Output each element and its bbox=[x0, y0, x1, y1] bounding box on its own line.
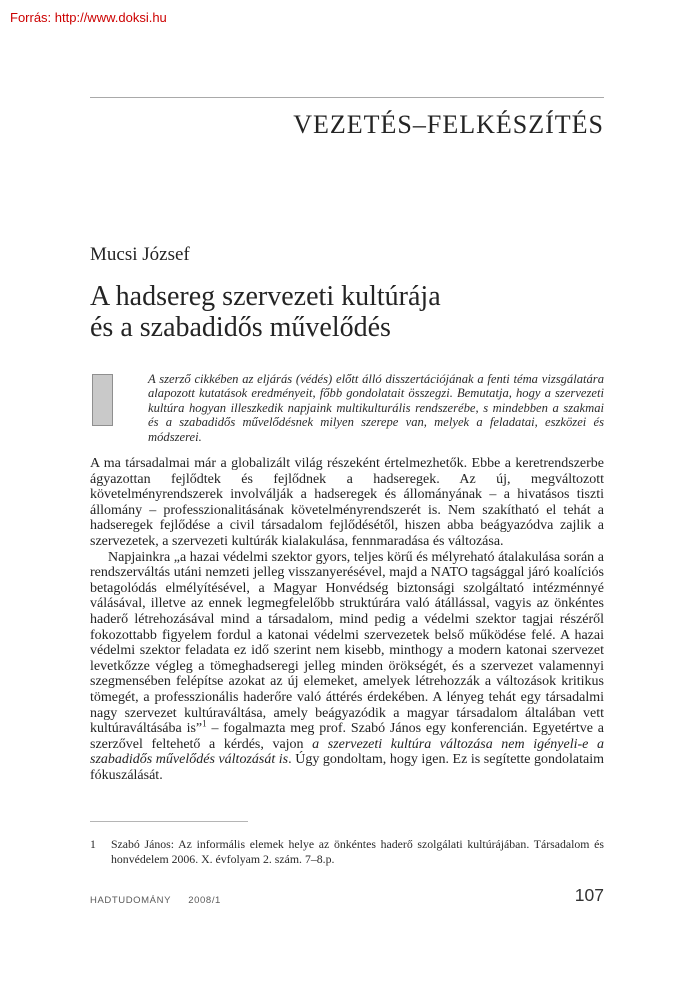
source-watermark: Forrás: http://www.doksi.hu bbox=[10, 10, 167, 25]
article-title bbox=[90, 281, 604, 343]
article-body bbox=[90, 456, 604, 783]
footnote-1 bbox=[90, 837, 604, 866]
footnote-number: 1 bbox=[90, 837, 96, 851]
abstract-text: A szerző cikkében az eljárás (védés) előtt álló disszertációjának a fenti téma vizsgálatára alapozott kutatások eredményeit, főbb gondolatait összegzi. Bemutatja, hogy a szervezeti kultúra hogyan illeszkedik napjaink multikulturális rendszerébe, s mindebben a szakmai és a szabadidős művelődésnek milyen szerepe van, melyek a feladatai, eszközei és módszerei. bbox=[148, 372, 604, 444]
footnote-divider bbox=[90, 821, 248, 822]
paragraph2-quote-text: Napjainkra „a hazai védelmi szektor gyors, teljes körű és mélyreható átalakulása során a rendszerváltás utáni nemzeti jelleg visszanyerésével, majd a NATO tagsággal járó koalíciós betagolódás elmélyítésével, a Magyar Honvédség biztonsági szolgáltató intézménnyé válásával, illetve az ennek legmegfelelőbb struktúrára való átállással, vagyis az önkéntes haderő létrehozásával mind a társadalom, mind pedig a védelmi szektor tagjai részéről fokozottabb figyelem fordul a katonai védelmi szervezetek belső működése felé. A hazai védelmi szektor feladata ez idő szerint nem kisebb, minthogy a modern katonai szervezet levetkőzze végleg a tömeghadseregi jelleg minden örökségét, és a szervezet valamennyi szegmensében felépítse azokat az új elemeket, amelyek létrehozzák a változások kritikus tömegét, a professzionális haderőre való áttérés érdekében. A lényeg tehát egy társadalmi nagy szervezet kultúraváltása, amely beágyazódik a magyar társadalom általában vett kultúraváltásába is” bbox=[90, 549, 604, 737]
abstract-block bbox=[90, 372, 604, 444]
abstract-marker-block bbox=[92, 374, 113, 426]
paragraph2-continuation: – fogalmazta meg prof. Szabó János egy konferencián. Egyetértve a szerzővel feltehető a kérdés, vajon bbox=[90, 721, 604, 752]
section-title: VEZETÉS–FELKÉSZÍTÉS bbox=[293, 110, 604, 139]
article-title-line1: A hadsereg szervezeti kultúrája bbox=[90, 281, 441, 312]
page-number: 107 bbox=[574, 885, 604, 905]
author-name: Mucsi József bbox=[90, 244, 190, 265]
body-paragraph-1: A ma társadalmai már a globalizált világ részeként értelmezhetők. Ebbe a keretrendszerbe ágyazottan fejlődtek és fejlődnek a hadseregek. Az új, megváltozott követelményrendszerek involválják a hadseregek és állományának – a hivatásos tiszti állomány – professzionalitásának követelményrendszerét is. Nem szakítható el tehát a hadseregek fejlődése a civil társadalom fejlődésétől, hiszen abba beágyazódva zajlik a szervezetek, a szervezeti kultúrák kialakulása, fennmaradása és változása. bbox=[90, 456, 604, 549]
journal-issue: 2008/1 bbox=[188, 895, 221, 906]
footnote-text: Szabó János: Az informális elemek helye az önkéntes haderő szolgálati kultúrájában. Társadalom és honvédelem 2006. X. évfolyam 2. szám. 7–8.p. bbox=[111, 837, 604, 866]
paragraph2-italic-segment: a szervezeti kultúra változása nem igényeli-e a szabadidős művelődés változását is bbox=[90, 736, 604, 768]
body-paragraph-2 bbox=[90, 550, 604, 784]
header-divider bbox=[90, 97, 604, 98]
paragraph2-closing: . Úgy gondoltam, hogy igen. Ez is segítette gondolataim fókuszálását. bbox=[90, 752, 604, 783]
article-title-line2: és a szabadidős művelődés bbox=[90, 312, 391, 343]
journal-name: HADTUDOMÁNY bbox=[90, 895, 172, 906]
footnote-reference-1: 1 bbox=[202, 718, 207, 729]
